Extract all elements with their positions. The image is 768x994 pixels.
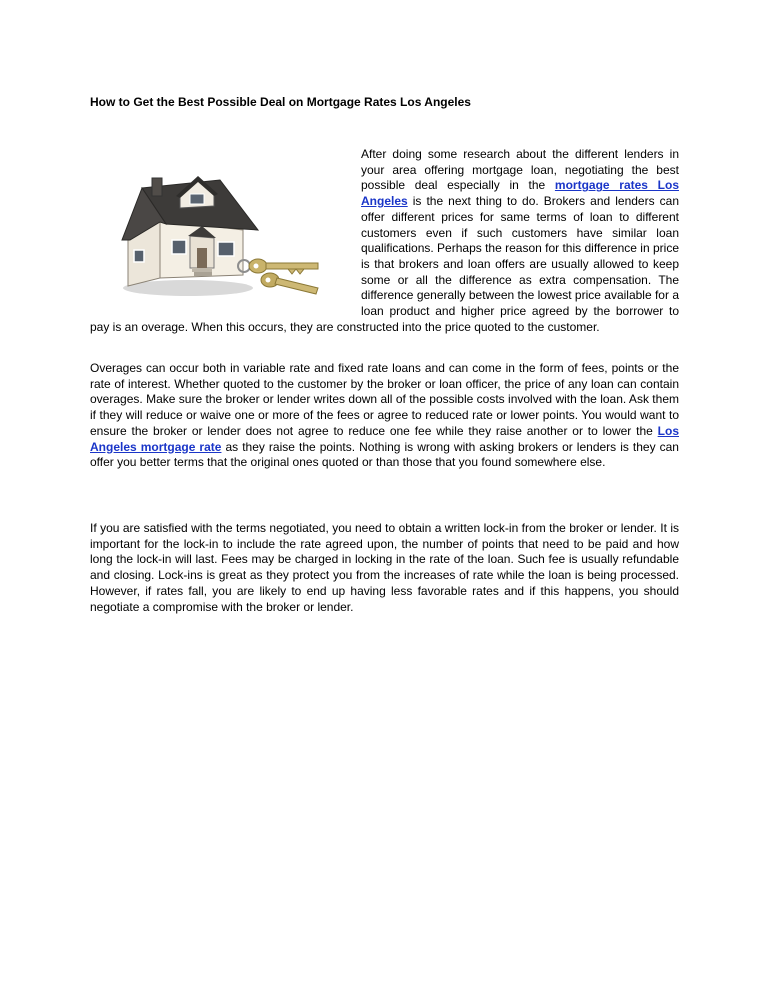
paragraph-1-text-start: After doing some research about the different lenders in your area offering mortgage loan, negotiating the best possible deal especially in the [361, 147, 679, 193]
paragraph-1 [90, 147, 679, 335]
page-title: How to Get the Best Possible Deal on Mortgage Rates Los Angeles [90, 95, 471, 109]
paragraph-2-text-start: Overages can occur both in variable rate and fixed rate loans and can come in the form of fees, points or the rate of interest. Whether quoted to the customer by the broker or loan officer, the price of any loan can contain overages. Make sure the broker or lender writes down all of the possible costs involved with the loan. Ask them if they will reduce or waive one or more of the fees or agree to reduced rate or lower points. You would want to ensure the broker or lender does not agree to reduce one fee while they raise another or to lower the [90, 361, 679, 438]
paragraph-2-text-end: as they raise the points. Nothing is wrong with asking brokers or lenders is they can offer you better terms that the original ones quoted or than those that you found somewhere else. [90, 439, 679, 470]
paragraph-1-text-end: is the next thing to do. Brokers and lenders can offer different prices for same terms of loan to different customers even if such customers have similar loan qualifications. Perhaps the reason for this difference in price is that brokers and loan offers are usually allowed to keep some or all the difference as extra compensation. The difference generally between the lowest price available for a loan product and higher price agreed by the borrower to pay is an overage. When this occurs, they are constructed into the price quoted to the customer. [90, 194, 679, 334]
los-angeles-mortgage-rate-link[interactable]: Los Angeles mortgage rate [90, 423, 679, 454]
paragraph-3-text: If you are satisfied with the terms negotiated, you need to obtain a written lock-in from the broker or lender. It is important for the lock-in to include the rate agreed upon, the number of points that need to be paid and how long the lock-in will last. Fees may be charged in locking in the rate of the loan. Such fee is usually refundable and closing. Lock-ins is great as they protect you from the increases of rate while the loan is being processed. However, if rates fall, you are likely to end up having less favorable rates and if this happens, you should negotiate a compromise with the broker or lender. [90, 521, 679, 614]
mortgage-rates-los-angeles-link[interactable]: mortgage rates Los Angeles [361, 178, 679, 209]
paragraph-2 [90, 361, 679, 471]
paragraph-3 [90, 521, 679, 615]
